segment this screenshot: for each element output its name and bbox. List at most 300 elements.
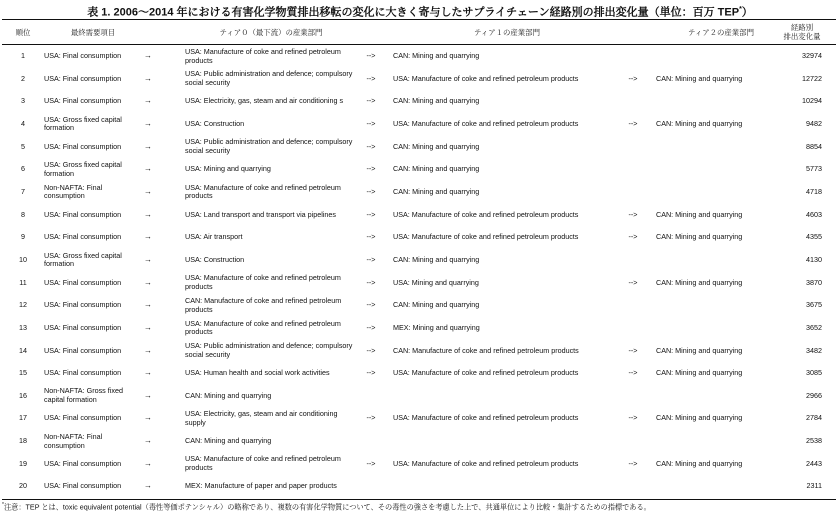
final-demand-cell xyxy=(44,430,142,453)
arrow-to-tier0-text: → xyxy=(144,413,152,423)
final-demand-cell-text: USA: Final consumption xyxy=(44,322,122,332)
arrow-to-tier0 xyxy=(142,475,154,498)
tier0-cell xyxy=(185,204,357,227)
arrow-to-tier2 xyxy=(622,317,644,340)
arrow-to-tier1-text: --> xyxy=(366,96,376,106)
rank-cell xyxy=(8,136,38,159)
arrow-to-tier2 xyxy=(622,385,644,408)
tier1-cell xyxy=(393,339,621,362)
final-demand-cell xyxy=(44,272,142,295)
arrow-to-tier2 xyxy=(622,90,644,113)
rank-cell-text: 4 xyxy=(21,119,25,129)
arrow-to-tier1 xyxy=(358,136,384,159)
rank-cell xyxy=(8,362,38,385)
tier0-cell xyxy=(185,362,357,385)
arrow-to-tier1 xyxy=(358,339,384,362)
tier2-cell xyxy=(656,339,786,362)
tier2-cell xyxy=(656,45,786,68)
rank-cell-text: 7 xyxy=(21,186,25,196)
header-tier0: ティア０（最下流）の産業部門 xyxy=(219,27,323,37)
change-value-cell xyxy=(770,272,822,295)
tier1-cell-text: CAN: Manufacture of coke and refined petroleum products xyxy=(393,345,579,355)
tier1-cell xyxy=(393,113,621,136)
arrow-to-tier2 xyxy=(622,45,644,68)
tier0-cell-text: USA: Land transport and transport via pipelines xyxy=(185,209,337,219)
rank-cell-text: 15 xyxy=(19,368,27,378)
arrow-to-tier2-text: --> xyxy=(628,232,638,242)
arrow-to-tier0 xyxy=(142,90,154,113)
table-row xyxy=(0,317,840,340)
header-final-demand: 最終需要項目 xyxy=(70,27,116,37)
arrow-to-tier1-text: --> xyxy=(366,186,376,196)
arrow-to-tier0 xyxy=(142,385,154,408)
arrow-to-tier1-text: --> xyxy=(366,413,376,423)
change-value-cell xyxy=(770,339,822,362)
tier0-cell-text: USA: Manufacture of coke and refined petroleum products xyxy=(185,318,341,337)
arrow-to-tier1 xyxy=(358,204,384,227)
tier1-cell-text: CAN: Mining and quarrying xyxy=(393,51,480,61)
arrow-to-tier2 xyxy=(622,475,644,498)
change-value-cell-text: 2311 xyxy=(806,481,822,491)
tier2-cell-text: CAN: Mining and quarrying xyxy=(656,209,743,219)
arrow-to-tier0 xyxy=(142,339,154,362)
arrow-to-tier2 xyxy=(622,294,644,317)
footnote-mark: * xyxy=(2,502,4,508)
arrow-to-tier1-text: --> xyxy=(366,73,376,83)
change-value-cell xyxy=(770,249,822,272)
final-demand-cell xyxy=(44,317,142,340)
tier1-cell xyxy=(393,362,621,385)
table-title-text: 表 1. 2006〜2014 年における有害化学物質排出移転の変化に大きく寄与したサプライチェーン経路別の排出変化量（単位：百万 TEP xyxy=(87,6,740,19)
table-row xyxy=(0,475,840,498)
rank-cell xyxy=(8,68,38,91)
tier1-cell-text: USA: Manufacture of coke and refined petroleum products xyxy=(393,119,579,129)
rank-cell-text: 13 xyxy=(19,322,27,332)
tier2-cell xyxy=(656,385,786,408)
table-row xyxy=(0,272,840,295)
arrow-to-tier1 xyxy=(358,90,384,113)
arrow-to-tier2 xyxy=(622,272,644,295)
arrow-to-tier0-text: → xyxy=(144,232,152,242)
tier0-cell-text: USA: Public administration and defence; compulsory social security xyxy=(185,69,353,88)
tier1-cell-text: USA: Manufacture of coke and refined petroleum products xyxy=(393,368,579,378)
arrow-to-tier0-text: → xyxy=(144,209,152,219)
tier1-cell-text: USA: Manufacture of coke and refined petroleum products xyxy=(393,73,579,83)
tier1-cell xyxy=(393,317,621,340)
final-demand-cell-text: USA: Final consumption xyxy=(44,141,122,151)
final-demand-cell-text: USA: Gross fixed capital formation xyxy=(44,250,122,269)
tier0-cell-text: CAN: Mining and quarrying xyxy=(185,390,272,400)
rank-cell-text: 14 xyxy=(19,345,27,355)
arrow-to-tier2-text: --> xyxy=(628,458,638,468)
change-value-cell-text: 4718 xyxy=(806,186,822,196)
tier2-cell xyxy=(656,68,786,91)
final-demand-cell xyxy=(44,362,142,385)
tier1-cell xyxy=(393,294,621,317)
tier0-cell-text: USA: Construction xyxy=(185,254,245,264)
arrow-to-tier1-text: --> xyxy=(366,277,376,287)
tier2-cell xyxy=(656,430,786,453)
tier1-cell-text: CAN: Mining and quarrying xyxy=(393,300,480,310)
header-tier2: ティア２の産業部門 xyxy=(688,27,754,37)
final-demand-cell xyxy=(44,226,142,249)
tier1-cell-text: CAN: Mining and quarrying xyxy=(393,186,480,196)
tier2-cell xyxy=(656,362,786,385)
arrow-to-tier1-text: --> xyxy=(366,322,376,332)
arrow-to-tier1 xyxy=(358,430,384,453)
tier0-cell xyxy=(185,181,357,204)
change-value-cell xyxy=(770,317,822,340)
table-row xyxy=(0,453,840,476)
tier2-cell-text: CAN: Mining and quarrying xyxy=(656,119,743,129)
tier2-cell xyxy=(656,181,786,204)
arrow-to-tier0 xyxy=(142,226,154,249)
header-rank: 順位 xyxy=(15,27,31,37)
change-value-cell-text: 4130 xyxy=(806,254,822,264)
tier2-cell xyxy=(656,272,786,295)
arrow-to-tier1 xyxy=(358,68,384,91)
arrow-to-tier1-text: --> xyxy=(366,300,376,310)
table-row xyxy=(0,294,840,317)
change-value-cell xyxy=(770,181,822,204)
arrow-to-tier1 xyxy=(358,45,384,68)
arrow-to-tier1-text: --> xyxy=(366,254,376,264)
arrow-to-tier0 xyxy=(142,294,154,317)
tier1-cell xyxy=(393,385,621,408)
tier1-cell-text: USA: Manufacture of coke and refined petroleum products xyxy=(393,413,579,423)
tier2-cell xyxy=(656,317,786,340)
change-value-cell-text: 3652 xyxy=(806,322,822,332)
table-row xyxy=(0,68,840,91)
arrow-to-tier2 xyxy=(622,430,644,453)
rank-cell xyxy=(8,430,38,453)
arrow-to-tier1 xyxy=(358,385,384,408)
tier1-cell xyxy=(393,158,621,181)
arrow-to-tier0 xyxy=(142,68,154,91)
rank-cell-text: 10 xyxy=(19,254,27,264)
tier1-cell xyxy=(393,226,621,249)
change-value-cell xyxy=(770,113,822,136)
arrow-to-tier1-text: --> xyxy=(366,345,376,355)
arrow-to-tier0-text: → xyxy=(144,300,152,310)
change-value-cell xyxy=(770,362,822,385)
arrow-to-tier1 xyxy=(358,113,384,136)
tier1-cell xyxy=(393,453,621,476)
table-title xyxy=(0,3,840,20)
arrow-to-tier0-text: → xyxy=(144,345,152,355)
tier0-cell xyxy=(185,430,357,453)
final-demand-cell-text: USA: Final consumption xyxy=(44,345,122,355)
change-value-cell xyxy=(770,385,822,408)
arrow-to-tier0-text: → xyxy=(144,277,152,287)
arrow-to-tier1-text: --> xyxy=(366,458,376,468)
tier0-cell xyxy=(185,68,357,91)
tier1-cell-text: CAN: Mining and quarrying xyxy=(393,141,480,151)
tier0-cell-text: MEX: Manufacture of paper and paper products xyxy=(185,481,337,491)
final-demand-cell-text: USA: Final consumption xyxy=(44,300,122,310)
arrow-to-tier1 xyxy=(358,294,384,317)
bottom-rule xyxy=(2,499,836,500)
arrow-to-tier2-text: --> xyxy=(628,345,638,355)
final-demand-cell xyxy=(44,407,142,430)
rank-cell xyxy=(8,90,38,113)
footnote xyxy=(2,501,651,511)
final-demand-cell xyxy=(44,339,142,362)
table-row xyxy=(0,90,840,113)
tier0-cell-text: USA: Public administration and defence; compulsory social security xyxy=(185,137,353,156)
tier2-cell xyxy=(656,294,786,317)
header-tier1: ティア１の産業部門 xyxy=(474,27,540,37)
table-row xyxy=(0,113,840,136)
tier1-cell-text: USA: Mining and quarrying xyxy=(393,277,479,287)
table-row xyxy=(0,249,840,272)
arrow-to-tier2 xyxy=(622,68,644,91)
arrow-to-tier0-text: → xyxy=(144,73,152,83)
final-demand-cell xyxy=(44,158,142,181)
tier0-cell-text: USA: Human health and social work activities xyxy=(185,368,330,378)
arrow-to-tier2 xyxy=(622,158,644,181)
final-demand-cell xyxy=(44,294,142,317)
rank-cell xyxy=(8,407,38,430)
title-close-paren: ） xyxy=(741,6,753,19)
arrow-to-tier0-text: → xyxy=(144,119,152,129)
tier2-cell xyxy=(656,226,786,249)
arrow-to-tier1-text: --> xyxy=(366,141,376,151)
tier1-cell xyxy=(393,249,621,272)
arrow-to-tier2-text: --> xyxy=(628,119,638,129)
change-value-cell xyxy=(770,407,822,430)
tier0-cell xyxy=(185,339,357,362)
rank-cell xyxy=(8,113,38,136)
final-demand-cell-text: Non-NAFTA: Final consumption xyxy=(44,431,103,450)
tier0-cell-text: USA: Manufacture of coke and refined petroleum products xyxy=(185,46,341,65)
change-value-cell-text: 5773 xyxy=(806,164,822,174)
tier2-cell-text: CAN: Mining and quarrying xyxy=(656,458,743,468)
table-row xyxy=(0,430,840,453)
final-demand-cell xyxy=(44,385,142,408)
tier0-cell-text: USA: Mining and quarrying xyxy=(185,164,271,174)
final-demand-cell-text: USA: Final consumption xyxy=(44,232,122,242)
tier1-cell-text: MEX: Mining and quarrying xyxy=(393,322,480,332)
rank-cell-text: 17 xyxy=(19,413,27,423)
rank-cell-text: 9 xyxy=(21,232,25,242)
tier1-cell xyxy=(393,430,621,453)
arrow-to-tier0 xyxy=(142,204,154,227)
final-demand-cell xyxy=(44,204,142,227)
final-demand-cell xyxy=(44,475,142,498)
rank-cell xyxy=(8,181,38,204)
arrow-to-tier1 xyxy=(358,272,384,295)
rank-cell-text: 12 xyxy=(19,300,27,310)
final-demand-cell-text: USA: Final consumption xyxy=(44,368,122,378)
tier0-cell xyxy=(185,136,357,159)
tier2-cell xyxy=(656,407,786,430)
tier2-cell xyxy=(656,158,786,181)
tier0-cell xyxy=(185,453,357,476)
table-row xyxy=(0,204,840,227)
change-value-cell xyxy=(770,90,822,113)
final-demand-cell xyxy=(44,68,142,91)
final-demand-cell-text: USA: Final consumption xyxy=(44,481,122,491)
table-row xyxy=(0,407,840,430)
table-row xyxy=(0,45,840,68)
tier1-cell xyxy=(393,204,621,227)
final-demand-cell-text: USA: Final consumption xyxy=(44,277,122,287)
tier1-cell xyxy=(393,272,621,295)
tier0-cell xyxy=(185,45,357,68)
tier1-cell-text: USA: Manufacture of coke and refined petroleum products xyxy=(393,232,579,242)
tier1-cell-text: CAN: Mining and quarrying xyxy=(393,164,480,174)
tier0-cell xyxy=(185,272,357,295)
final-demand-cell xyxy=(44,453,142,476)
rank-cell-text: 5 xyxy=(21,141,25,151)
change-value-cell xyxy=(770,136,822,159)
footnote-text: 注意：TEP とは、toxic equivalent potential（毒性等価ポテンシャル）の略称であり、複数の有害化学物質について、その毒性の強さを考慮した上で、共通単位により比較・集計するための指標である。 xyxy=(3,502,651,512)
arrow-to-tier0 xyxy=(142,158,154,181)
arrow-to-tier0 xyxy=(142,407,154,430)
rank-cell-text: 11 xyxy=(19,277,27,287)
change-value-cell-text: 4603 xyxy=(806,209,822,219)
tier0-cell-text: USA: Construction xyxy=(185,119,245,129)
rank-cell-text: 20 xyxy=(19,481,27,491)
arrow-to-tier0-text: → xyxy=(144,458,152,468)
tier2-cell-text: CAN: Mining and quarrying xyxy=(656,413,743,423)
change-value-cell xyxy=(770,294,822,317)
arrow-to-tier1-text: --> xyxy=(366,164,376,174)
rank-cell xyxy=(8,272,38,295)
change-value-cell-text: 10294 xyxy=(802,96,822,106)
tier0-cell xyxy=(185,158,357,181)
change-value-cell-text: 8854 xyxy=(806,141,822,151)
final-demand-cell-text: Non-NAFTA: Gross fixed capital formation xyxy=(44,386,123,405)
header-change: 経路別 排出変化量 xyxy=(783,23,821,41)
tier0-cell xyxy=(185,385,357,408)
tier2-cell xyxy=(656,475,786,498)
arrow-to-tier1 xyxy=(358,226,384,249)
tier2-cell xyxy=(656,90,786,113)
arrow-to-tier2-text: --> xyxy=(628,413,638,423)
final-demand-cell xyxy=(44,181,142,204)
final-demand-cell xyxy=(44,136,142,159)
arrow-to-tier0-text: → xyxy=(144,186,152,196)
arrow-to-tier0-text: → xyxy=(144,51,152,61)
arrow-to-tier2 xyxy=(622,226,644,249)
tier1-cell xyxy=(393,407,621,430)
rank-cell-text: 6 xyxy=(21,164,25,174)
tier2-cell-text: CAN: Mining and quarrying xyxy=(656,345,743,355)
final-demand-cell-text: USA: Final consumption xyxy=(44,209,122,219)
change-value-cell-text: 32974 xyxy=(802,51,822,61)
arrow-to-tier0 xyxy=(142,181,154,204)
rank-cell xyxy=(8,226,38,249)
arrow-to-tier1 xyxy=(358,475,384,498)
change-value-cell-text: 3675 xyxy=(806,300,822,310)
arrow-to-tier2-text: --> xyxy=(628,277,638,287)
rank-cell xyxy=(8,385,38,408)
arrow-to-tier0 xyxy=(142,362,154,385)
arrow-to-tier0-text: → xyxy=(144,322,152,332)
tier0-cell xyxy=(185,90,357,113)
arrow-to-tier2 xyxy=(622,453,644,476)
tier0-cell xyxy=(185,294,357,317)
table-row xyxy=(0,181,840,204)
tier2-cell xyxy=(656,113,786,136)
final-demand-cell-text: USA: Final consumption xyxy=(44,458,122,468)
rank-cell xyxy=(8,158,38,181)
change-value-cell xyxy=(770,453,822,476)
rank-cell-text: 8 xyxy=(21,209,25,219)
arrow-to-tier2 xyxy=(622,339,644,362)
arrow-to-tier0-text: → xyxy=(144,436,152,446)
title-asterisk: * xyxy=(739,6,742,13)
tier0-cell-text: USA: Air transport xyxy=(185,232,243,242)
rank-cell-text: 1 xyxy=(21,51,25,61)
final-demand-cell-text: USA: Final consumption xyxy=(44,73,122,83)
arrow-to-tier1 xyxy=(358,362,384,385)
tier0-cell xyxy=(185,475,357,498)
change-value-cell-text: 2784 xyxy=(806,413,822,423)
table-row xyxy=(0,339,840,362)
arrow-to-tier1-text: --> xyxy=(366,368,376,378)
change-value-cell-text: 3085 xyxy=(806,368,822,378)
rank-cell xyxy=(8,317,38,340)
tier0-cell-text: USA: Manufacture of coke and refined petroleum products xyxy=(185,182,341,201)
change-value-cell xyxy=(770,430,822,453)
arrow-to-tier0 xyxy=(142,45,154,68)
rank-cell xyxy=(8,453,38,476)
rank-cell-text: 16 xyxy=(19,390,27,400)
tier2-cell xyxy=(656,249,786,272)
change-value-cell-text: 12722 xyxy=(802,73,822,83)
change-value-cell xyxy=(770,204,822,227)
rank-cell xyxy=(8,204,38,227)
arrow-to-tier0-text: → xyxy=(144,254,152,264)
table-row xyxy=(0,158,840,181)
arrow-to-tier0 xyxy=(142,272,154,295)
tier1-cell xyxy=(393,68,621,91)
final-demand-cell-text: USA: Final consumption xyxy=(44,96,122,106)
arrow-to-tier0 xyxy=(142,136,154,159)
tier2-cell-text: CAN: Mining and quarrying xyxy=(656,277,743,287)
tier0-cell-text: USA: Public administration and defence; compulsory social security xyxy=(185,341,353,359)
final-demand-cell-text: USA: Final consumption xyxy=(44,51,122,61)
change-value-cell-text: 2538 xyxy=(806,436,822,446)
table-row xyxy=(0,362,840,385)
arrow-to-tier0 xyxy=(142,453,154,476)
arrow-to-tier1-text: --> xyxy=(366,119,376,129)
change-value-cell-text: 4355 xyxy=(806,232,822,242)
arrow-to-tier1-text: --> xyxy=(366,51,376,61)
arrow-to-tier1 xyxy=(358,407,384,430)
final-demand-cell-text: USA: Gross fixed capital formation xyxy=(44,114,122,133)
final-demand-cell-text: USA: Final consumption xyxy=(44,413,122,423)
arrow-to-tier0-text: → xyxy=(144,164,152,174)
tier0-cell-text: USA: Manufacture of coke and refined petroleum products xyxy=(185,273,341,291)
table-row xyxy=(0,226,840,249)
tier1-cell xyxy=(393,45,621,68)
arrow-to-tier2 xyxy=(622,136,644,159)
tier0-cell xyxy=(185,226,357,249)
rank-cell xyxy=(8,339,38,362)
final-demand-cell-text: Non-NAFTA: Final consumption xyxy=(44,182,103,201)
tier0-cell-text: CAN: Mining and quarrying xyxy=(185,436,272,446)
rank-cell-text: 18 xyxy=(19,436,27,446)
tier2-cell-text: CAN: Mining and quarrying xyxy=(656,232,743,242)
tier1-cell xyxy=(393,90,621,113)
arrow-to-tier0-text: → xyxy=(144,368,152,378)
tier0-cell-text: CAN: Manufacture of coke and refined petroleum products xyxy=(185,295,342,314)
tier1-cell-text: CAN: Mining and quarrying xyxy=(393,96,480,106)
